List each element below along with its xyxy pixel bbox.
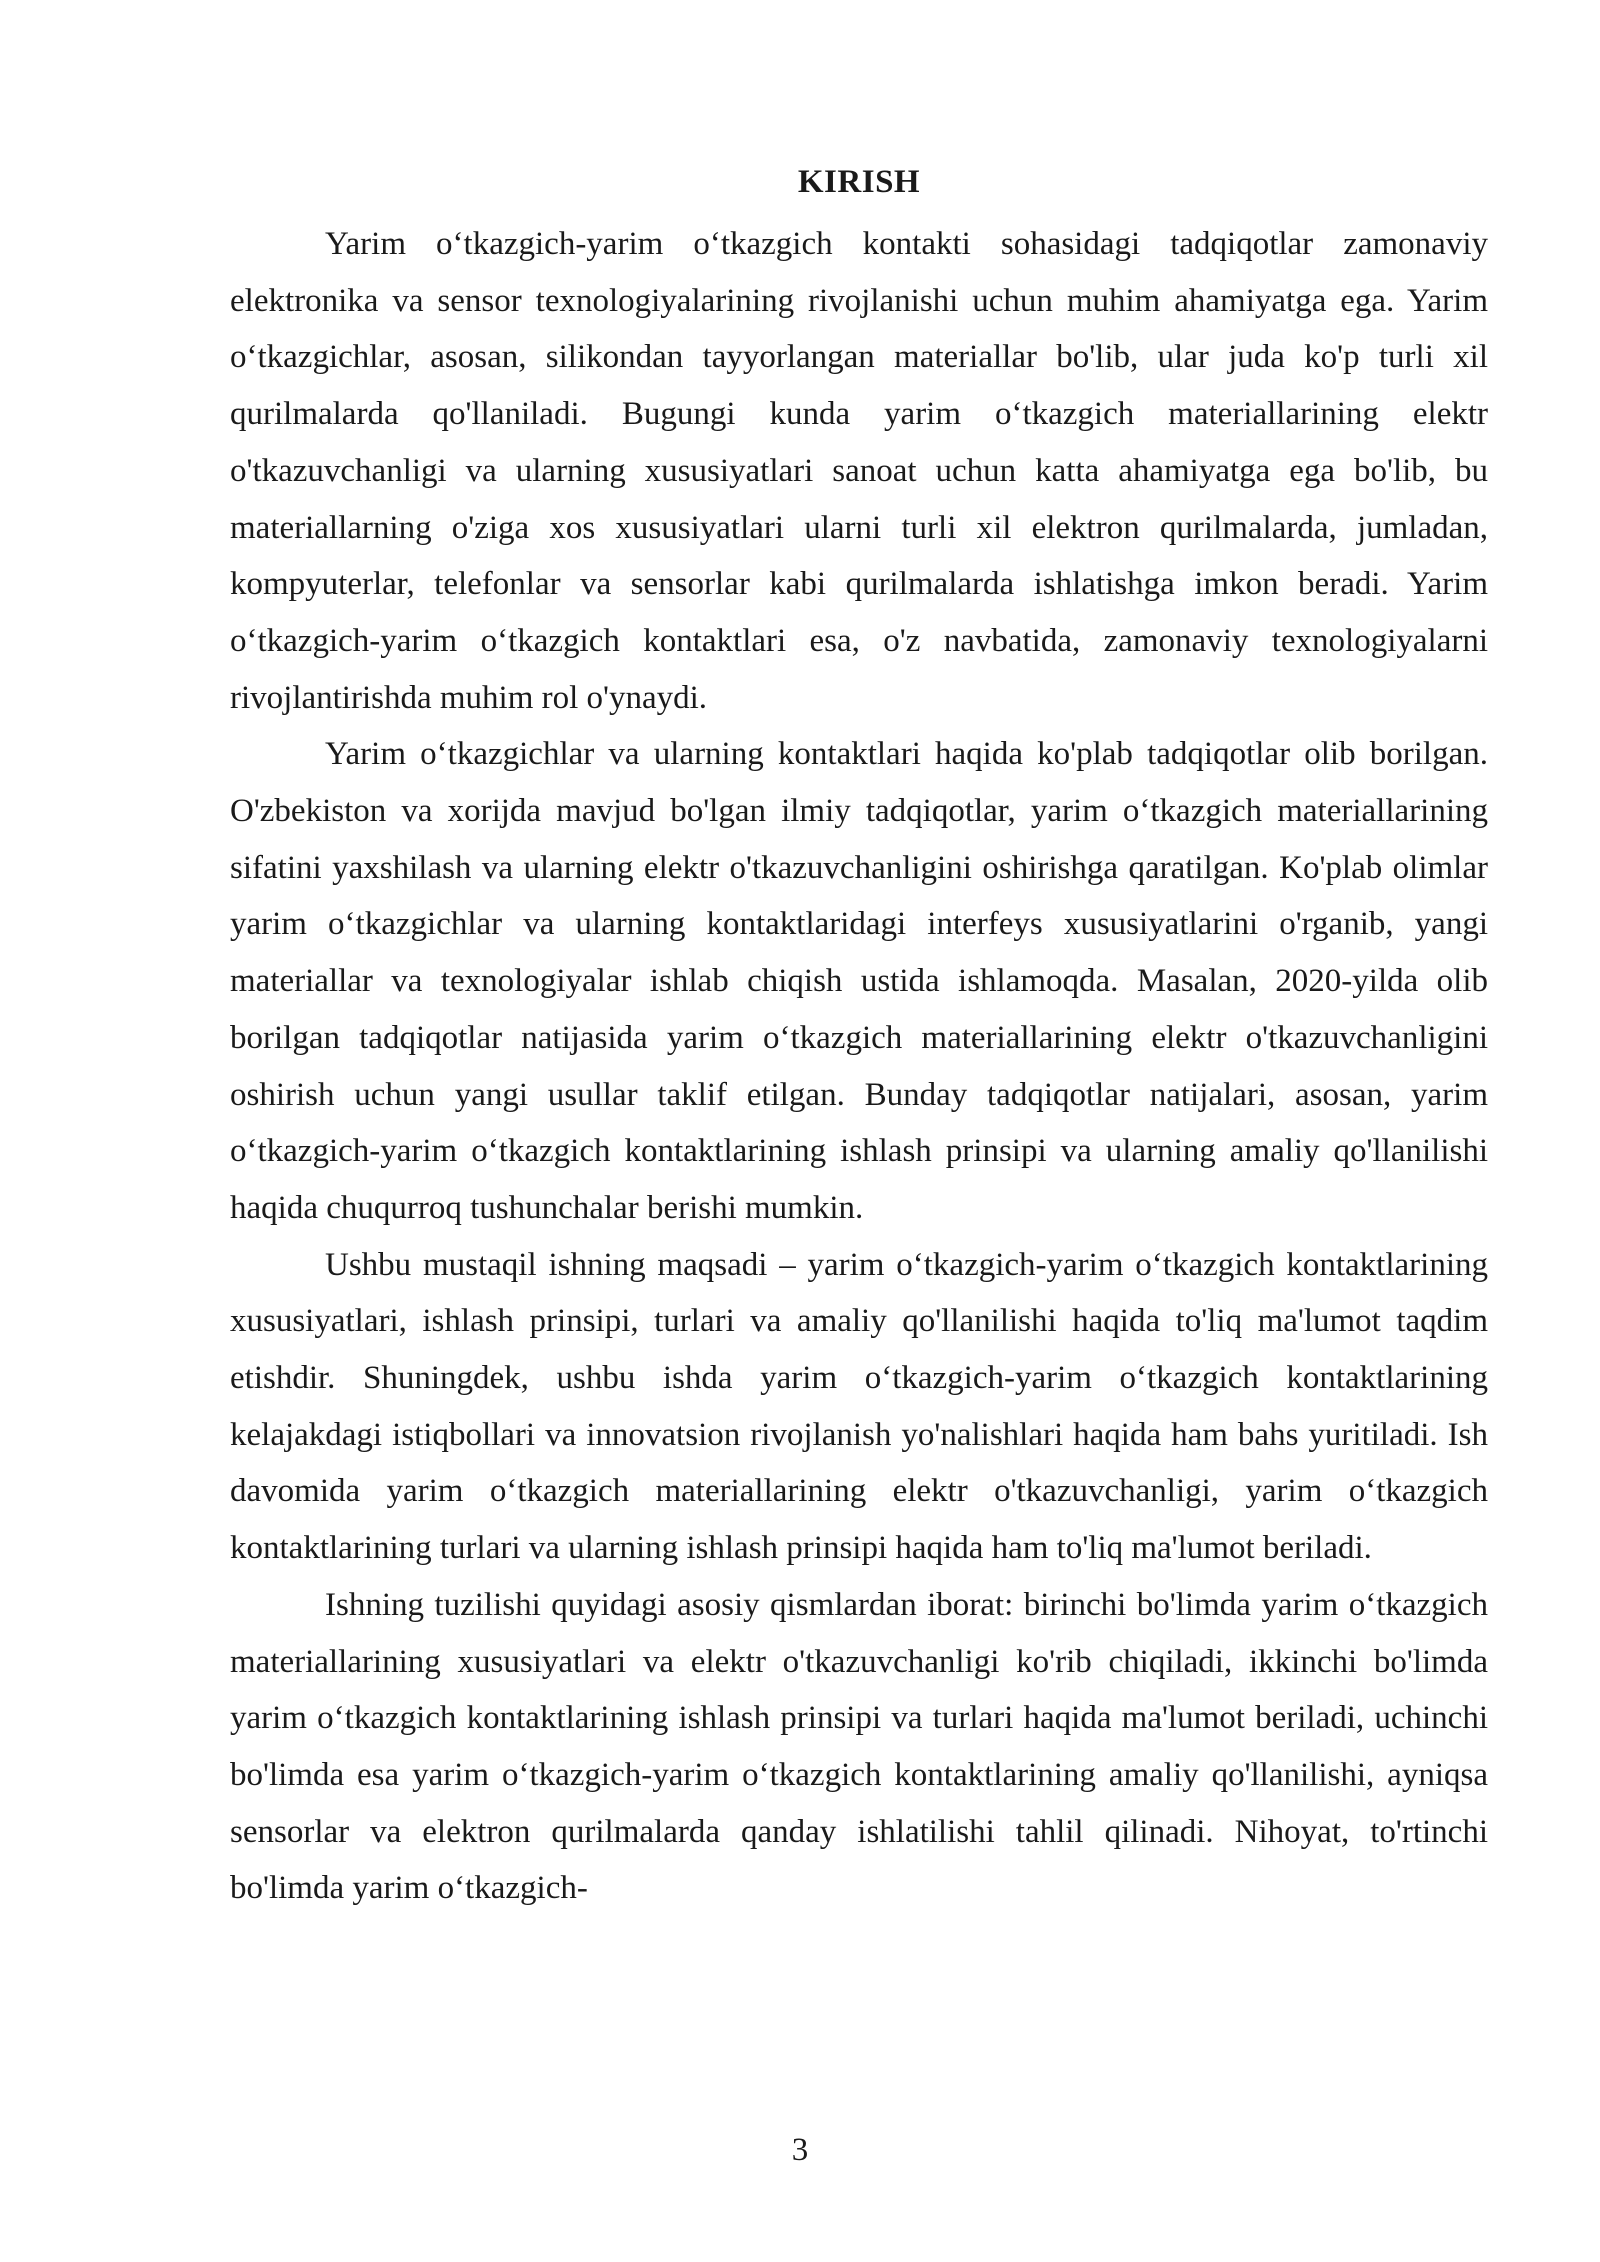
paragraph-2: Yarim o‘tkazgichlar va ularning kontaktlari haqida ko'plab tadqiqotlar olib borilgan. O'zbekiston va xorijda mavjud bo'lgan ilmiy tadqiqotlar, yarim o‘tkazgich materiallarining sifatini yaxshilash va ularning elektr o'tkazuvchanligini oshirishga qaratilgan. Ko'plab olimlar yarim o‘tkazgichlar va ularning kontaktlaridagi interfeys xususiyatlarini o'rganib, yangi materiallar va texnologiyalar ishlab chiqish ustida ishlamoqda. Masalan, 2020-yilda olib borilgan tadqiqotlar natijasida yarim o‘tkazgich materiallarining elektr o'tkazuvchanligini oshirish uchun yangi usullar taklif etilgan. Bunday tadqiqotlar natijalari, asosan, yarim o‘tkazgich-yarim o‘tkazgich kontaktlarining ishlash prinsipi va ularning amaliy qo'llanilishi haqida chuqurroq tushunchalar berishi mumkin. — [230, 736, 1488, 1226]
page-number: 3 — [791, 2132, 809, 2168]
paragraph-1: Yarim o‘tkazgich-yarim o‘tkazgich kontakti sohasidagi tadqiqotlar zamonaviy elektronika va sensor texnologiyalarining rivojlanishi uchun muhim ahamiyatga ega. Yarim o‘tkazgichlar, asosan, silikondan tayyorlangan materiallar bo'lib, ular juda ko'p turli xil qurilmalarda qo'llaniladi. Bugungi kunda yarim o‘tkazgich materiallarining elektr o'tkazuvchanligi va ularning xususiyatlari sanoat uchun katta ahamiyatga ega bo'lib, bu materiallarning o'ziga xos xususiyatlari ularni turli xil elektron qurilmalarda, jumladan, kompyuterlar, telefonlar va sensorlar kabi qurilmalarda ishlatishga imkon beradi. Yarim o‘tkazgich-yarim o‘tkazgich kontaktlari esa, o'z navbatida, zamonaviy texnologiyalarni rivojlantirishda muhim rol o'ynaydi. — [230, 226, 1488, 716]
page-content — [230, 160, 1488, 1917]
paragraph-4: Ishning tuzilishi quyidagi asosiy qismlardan iborat: birinchi bo'limda yarim o‘tkazgich materiallarining xususiyatlari va elektr o'tkazuvchanligi ko'rib chiqiladi, ikkinchi bo'limda yarim o‘tkazgich kontaktlarining ishlash prinsipi va turlari haqida ma'lumot beriladi, uchinchi bo'limda esa yarim o‘tkazgich-yarim o‘tkazgich kontaktlarining amaliy qo'llanilishi, ayniqsa sensorlar va elektron qurilmalarda qanday ishlatilishi tahlil qilinadi. Nihoyat, to'rtinchi bo'limda yarim o‘tkazgich- — [230, 1586, 1488, 1907]
section-title: KIRISH — [797, 164, 921, 200]
paragraph-3: Ushbu mustaqil ishning maqsadi – yarim o‘tkazgich-yarim o‘tkazgich kontaktlarining xususiyatlari, ishlash prinsipi, turlari va amaliy qo'llanilishi haqida to'liq ma'lumot taqdim etishdir. Shuningdek, ushbu ishda yarim o‘tkazgich-yarim o‘tkazgich kontaktlarining kelajakdagi istiqbollari va innovatsion rivojlanish yo'nalishlari haqida ham bahs yuritiladi. Ish davomida yarim o‘tkazgich materiallarining elektr o'tkazuvchanligi, yarim o‘tkazgich kontaktlarining turlari va ularning ishlash prinsipi haqida ham to'liq ma'lumot beriladi. — [230, 1246, 1488, 1567]
